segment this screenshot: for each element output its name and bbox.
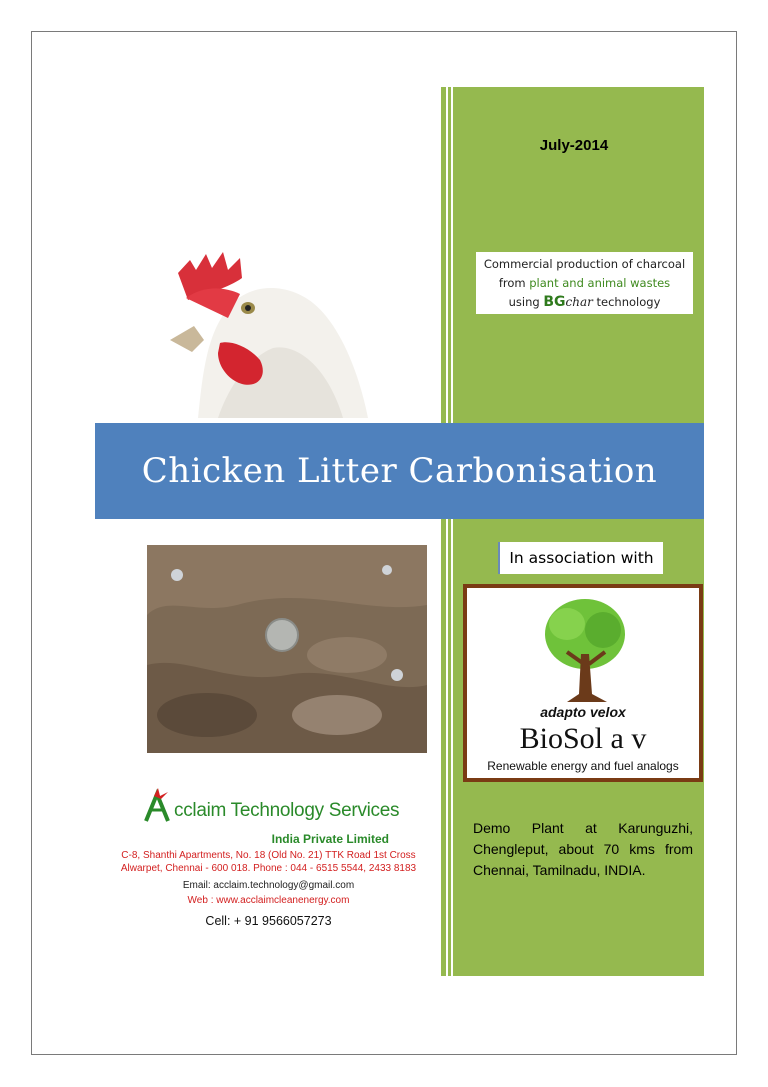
chicken-litter-photo	[147, 545, 427, 753]
production-line-2: from plant and animal wastes	[498, 276, 671, 290]
chicken-photo	[168, 248, 378, 418]
acclaim-web: Web : www.acclaimcleanenergy.com	[187, 895, 350, 906]
acclaim-logo	[142, 788, 432, 822]
acclaim-company-block	[100, 786, 437, 936]
acclaim-a-icon	[142, 788, 172, 822]
biosol-subtitle: Renewable energy and fuel analogs	[487, 759, 679, 773]
acclaim-email: Email: acclaim.technology@gmail.com	[182, 880, 355, 891]
association-label: In association with	[498, 542, 663, 574]
tree-icon	[537, 594, 637, 704]
highlight-text: plant and animal wastes	[529, 276, 671, 290]
acclaim-name: cclaim Technology Services	[174, 800, 400, 821]
demo-plant-text: Demo Plant at Karunguzhi, Chengleput, about 70 kms from Chennai, Tamilnadu, INDIA.	[473, 820, 693, 878]
acclaim-cell: Cell: + 91 9566057273	[205, 914, 332, 928]
document-title: Chicken Litter Carbonisation	[141, 451, 658, 491]
production-line-3: using BGchar technology	[508, 294, 661, 310]
biosol-tagline: adapto velox	[540, 704, 626, 720]
band-divider-line	[446, 87, 448, 976]
bgchar-logo: BGchar	[543, 294, 593, 310]
production-description-box	[476, 252, 693, 314]
title-banner	[95, 423, 704, 519]
band-divider-line	[451, 87, 453, 976]
production-line-1: Commercial production of charcoal	[483, 257, 686, 271]
acclaim-subtitle: India Private Limited	[271, 832, 389, 846]
biosol-name: BioSol a v	[519, 722, 647, 755]
biosol-logo-frame	[463, 584, 703, 782]
cover-date: July-2014	[539, 137, 609, 154]
acclaim-address: C-8, Shanthi Apartments, No. 18 (Old No. 21) TTK Road 1st Cross Alwarpet, Chennai - 600 018. Phone : 044 - 6515 5544, 2433 8183	[120, 850, 417, 874]
